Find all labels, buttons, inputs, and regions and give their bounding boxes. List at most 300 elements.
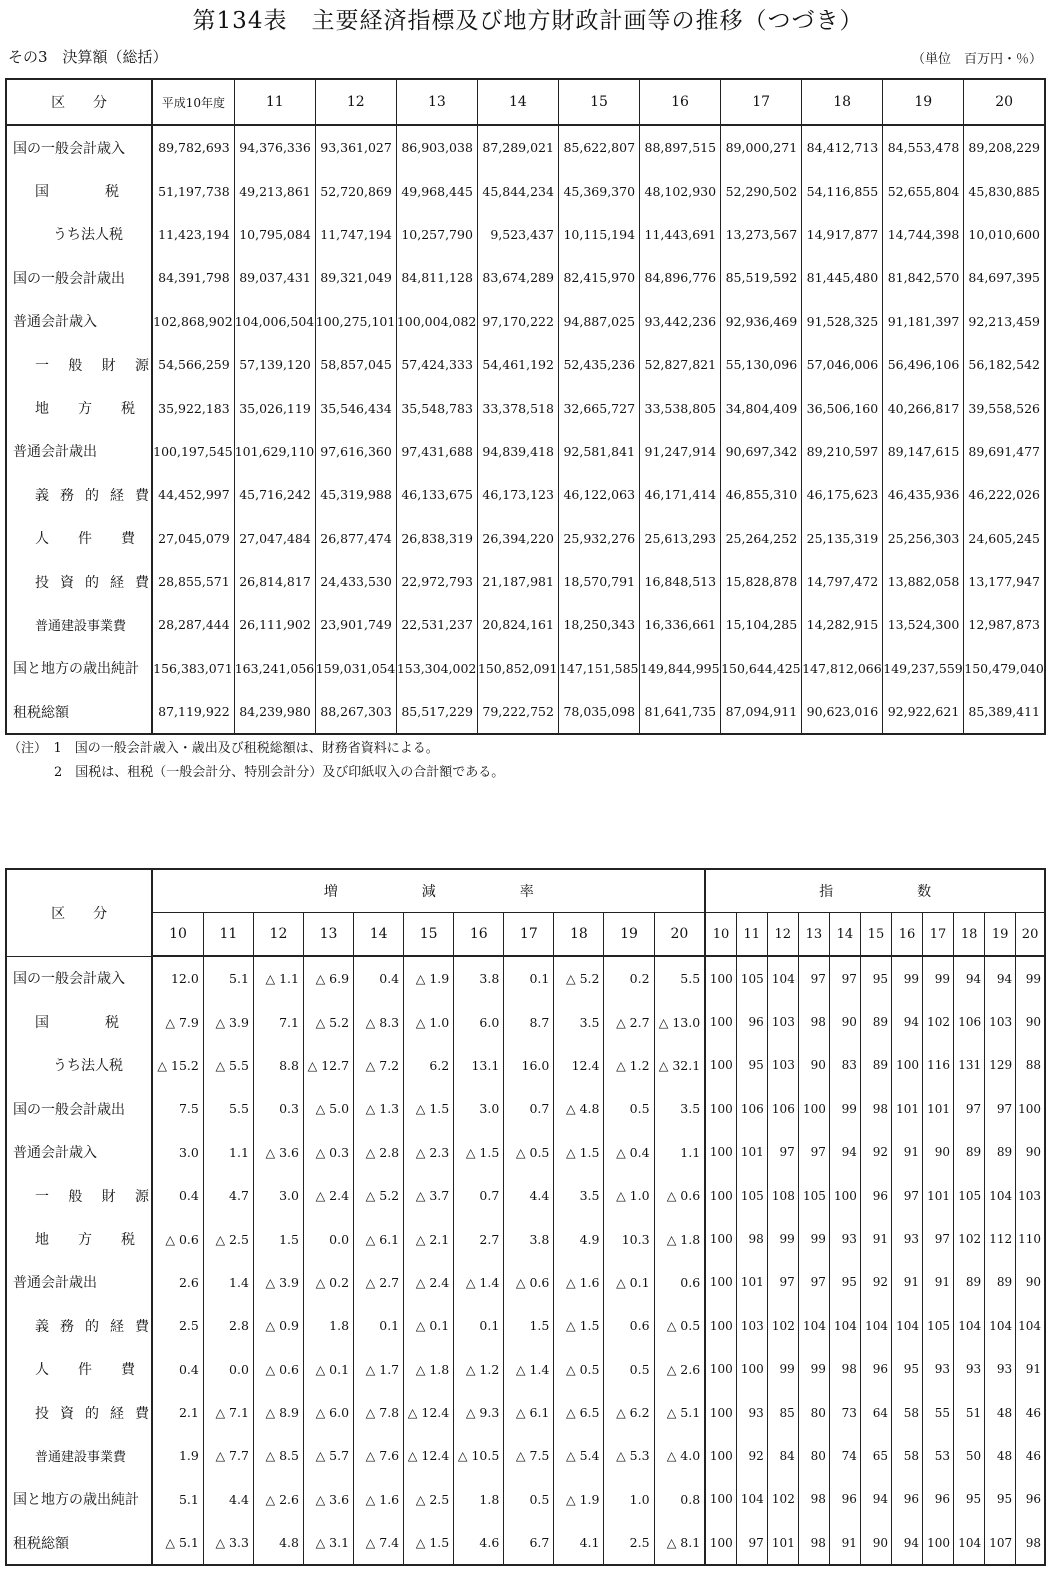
index-cell: 102 (767, 1304, 798, 1347)
value-cell: 84,553,478 (883, 125, 964, 169)
growth-rate-cell: 2.1 (152, 1391, 203, 1434)
growth-rate-cell: △ 5.4 (554, 1434, 604, 1477)
value-cell: 89,037,431 (234, 256, 315, 299)
growth-rate-cell: 5.5 (654, 956, 705, 1000)
growth-rate-cell: △ 7.6 (354, 1434, 404, 1477)
growth-year-header: 12 (253, 913, 303, 957)
index-year-header: 14 (829, 913, 860, 957)
value-cell: 20,824,161 (477, 603, 558, 646)
index-cell: 93 (954, 1348, 985, 1391)
index-cell: 97 (829, 956, 860, 1000)
growth-rate-cell: 1.1 (654, 1131, 705, 1174)
growth-rate-cell: 3.0 (152, 1131, 203, 1174)
value-cell: 84,697,395 (964, 256, 1045, 299)
index-cell: 89 (954, 1261, 985, 1304)
table-row (6, 213, 1045, 256)
index-cell: 98 (860, 1087, 891, 1130)
row-label (6, 473, 152, 516)
growth-rate-cell: △ 3.9 (203, 1000, 253, 1043)
table-row (6, 603, 1045, 646)
index-cell: 92 (860, 1131, 891, 1174)
value-cell: 46,435,936 (883, 473, 964, 516)
value-cell: 35,922,183 (152, 386, 234, 429)
value-cell: 46,122,063 (558, 473, 639, 516)
index-cell: 104 (985, 1304, 1016, 1347)
row-label-text: 投資的経費 (35, 574, 149, 591)
index-cell: 96 (860, 1348, 891, 1391)
value-cell: 85,517,229 (396, 690, 477, 734)
index-cell: 100 (705, 1521, 736, 1565)
index-cell: 103 (1016, 1174, 1045, 1217)
index-cell: 99 (923, 956, 954, 1000)
note-2: 2 国税は、租税（一般会計分、特別会計分）及び印紙収入の合計額である。 (54, 765, 505, 780)
value-cell: 91,247,914 (640, 430, 721, 473)
category-header: 区 分 (6, 869, 152, 956)
value-cell: 54,116,855 (802, 169, 883, 212)
unit-label: （単位 百万円・％） (911, 52, 1042, 67)
index-cell: 89 (860, 1044, 891, 1087)
index-cell: 93 (736, 1391, 767, 1434)
row-label (6, 213, 152, 256)
index-year-header: 18 (954, 913, 985, 957)
index-cell: 53 (923, 1434, 954, 1477)
index-cell: 46 (1016, 1434, 1045, 1477)
table-row (6, 125, 1045, 169)
value-cell: 104,006,504 (234, 300, 315, 343)
growth-rate-cell: 4.4 (203, 1478, 253, 1521)
value-cell: 83,674,289 (477, 256, 558, 299)
growth-rate-cell: △ 13.0 (654, 1000, 705, 1043)
value-cell: 28,855,571 (152, 560, 234, 603)
growth-rate-cell: △ 6.2 (604, 1391, 654, 1434)
year-header: 19 (883, 79, 964, 125)
index-cell: 97 (923, 1217, 954, 1260)
index-cell: 90 (1016, 1261, 1045, 1304)
index-cell: 95 (891, 1348, 922, 1391)
index-cell: 96 (829, 1478, 860, 1521)
growth-rate-cell: 6.7 (504, 1521, 554, 1565)
value-cell: 49,213,861 (234, 169, 315, 212)
value-cell: 10,257,790 (396, 213, 477, 256)
index-cell: 98 (798, 1000, 829, 1043)
growth-rate-cell: △ 1.5 (404, 1087, 454, 1130)
growth-rate-cell: △ 5.0 (303, 1087, 353, 1130)
value-cell: 46,171,414 (640, 473, 721, 516)
value-cell: 45,369,370 (558, 169, 639, 212)
value-cell: 149,237,559 (883, 647, 964, 690)
row-label-text: 投資的経費 (35, 1405, 149, 1422)
growth-rate-cell: 4.8 (253, 1521, 303, 1565)
value-cell: 46,222,026 (964, 473, 1045, 516)
index-cell: 97 (736, 1521, 767, 1565)
value-cell: 9,523,437 (477, 213, 558, 256)
growth-rate-cell: △ 7.4 (354, 1521, 404, 1565)
growth-rate-cell: 0.0 (303, 1217, 353, 1260)
index-cell: 129 (985, 1044, 1016, 1087)
growth-rate-cell: △ 0.6 (654, 1174, 705, 1217)
value-cell: 52,655,804 (883, 169, 964, 212)
year-header: 18 (802, 79, 883, 125)
index-cell: 116 (923, 1044, 954, 1087)
value-cell: 84,391,798 (152, 256, 234, 299)
table-header-row (6, 869, 1045, 913)
growth-rate-cell: 12.4 (554, 1044, 604, 1087)
value-cell: 25,135,319 (802, 517, 883, 560)
value-cell: 89,782,693 (152, 125, 234, 169)
index-cell: 46 (1016, 1391, 1045, 1434)
row-label-text: 義務的経費 (35, 487, 149, 504)
index-cell: 91 (829, 1521, 860, 1565)
index-cell: 100 (705, 1478, 736, 1521)
growth-rate-cell: △ 0.5 (554, 1348, 604, 1391)
value-cell: 94,376,336 (234, 125, 315, 169)
growth-rate-cell: △ 12.4 (404, 1391, 454, 1434)
index-cell: 100 (705, 1261, 736, 1304)
growth-rate-cell: 2.8 (203, 1304, 253, 1347)
value-cell: 44,452,997 (152, 473, 234, 516)
value-cell: 15,828,878 (721, 560, 802, 603)
value-cell: 85,622,807 (558, 125, 639, 169)
note-1: （注） 1 国の一般会計歳入・歳出及び租税総額は、財務省資料による。 (8, 741, 439, 756)
row-label (6, 1521, 152, 1565)
value-cell: 93,361,027 (315, 125, 396, 169)
year-header: 11 (234, 79, 315, 125)
table-row (6, 1131, 1045, 1174)
table-row (6, 343, 1045, 386)
value-cell: 58,857,045 (315, 343, 396, 386)
value-cell: 28,287,444 (152, 603, 234, 646)
index-cell: 48 (985, 1434, 1016, 1477)
growth-year-header: 20 (654, 913, 705, 957)
index-cell: 105 (954, 1174, 985, 1217)
growth-rate-cell: 7.1 (253, 1000, 303, 1043)
value-cell: 35,548,783 (396, 386, 477, 429)
growth-rate-cell: △ 5.3 (604, 1434, 654, 1477)
growth-rate-cell: 0.5 (504, 1478, 554, 1521)
value-cell: 56,496,106 (883, 343, 964, 386)
index-cell: 73 (829, 1391, 860, 1434)
growth-rate-cell: 2.7 (454, 1217, 504, 1260)
value-cell: 39,558,526 (964, 386, 1045, 429)
value-cell: 82,415,970 (558, 256, 639, 299)
value-cell: 46,173,123 (477, 473, 558, 516)
value-cell: 45,716,242 (234, 473, 315, 516)
index-cell: 89 (985, 1131, 1016, 1174)
value-cell: 27,045,079 (152, 517, 234, 560)
value-cell: 14,282,915 (802, 603, 883, 646)
index-cell: 100 (705, 1174, 736, 1217)
row-label (6, 560, 152, 603)
growth-rate-cell: △ 1.6 (554, 1261, 604, 1304)
value-cell: 89,321,049 (315, 256, 396, 299)
row-label-text: 国 税 (35, 1015, 119, 1032)
value-cell: 88,267,303 (315, 690, 396, 734)
index-cell: 96 (923, 1478, 954, 1521)
index-cell: 90 (1016, 1000, 1045, 1043)
growth-rate-cell: △ 7.5 (504, 1434, 554, 1477)
value-cell: 46,175,623 (802, 473, 883, 516)
growth-rate-cell: 3.5 (554, 1174, 604, 1217)
index-cell: 91 (1016, 1348, 1045, 1391)
index-year-header: 16 (891, 913, 922, 957)
growth-rate-cell: △ 0.5 (504, 1131, 554, 1174)
table-row (6, 1000, 1045, 1043)
growth-rate-cell: 1.1 (203, 1131, 253, 1174)
value-cell: 159,031,054 (315, 647, 396, 690)
growth-rate-cell: 4.1 (554, 1521, 604, 1565)
growth-rate-cell: △ 3.6 (303, 1478, 353, 1521)
growth-rate-cell: △ 0.9 (253, 1304, 303, 1347)
index-cell: 102 (954, 1217, 985, 1260)
row-label-text: 地方税 (35, 401, 135, 418)
table-row (6, 169, 1045, 212)
table-row (6, 1261, 1045, 1304)
value-cell: 27,047,484 (234, 517, 315, 560)
growth-rate-cell: 1.5 (504, 1304, 554, 1347)
index-cell: 91 (860, 1217, 891, 1260)
row-label (6, 169, 152, 212)
value-cell: 14,917,877 (802, 213, 883, 256)
growth-rate-cell: △ 8.9 (253, 1391, 303, 1434)
index-cell: 99 (829, 1087, 860, 1130)
index-cell: 85 (767, 1391, 798, 1434)
index-year-header: 12 (767, 913, 798, 957)
value-cell: 51,197,738 (152, 169, 234, 212)
value-cell: 46,133,675 (396, 473, 477, 516)
index-cell: 106 (767, 1087, 798, 1130)
growth-rate-cell: △ 1.6 (354, 1478, 404, 1521)
growth-rate-cell: 0.3 (253, 1087, 303, 1130)
index-cell: 106 (954, 1000, 985, 1043)
row-label-text: 普通会計歳出 (13, 1275, 97, 1292)
growth-rate-cell: △ 0.2 (303, 1261, 353, 1304)
value-cell: 94,887,025 (558, 300, 639, 343)
index-cell: 110 (1016, 1217, 1045, 1260)
index-cell: 95 (860, 956, 891, 1000)
value-cell: 57,424,333 (396, 343, 477, 386)
value-cell: 150,479,040 (964, 647, 1045, 690)
value-cell: 102,868,902 (152, 300, 234, 343)
growth-rate-cell: 4.9 (554, 1217, 604, 1260)
row-label (6, 386, 152, 429)
row-label (6, 343, 152, 386)
value-cell: 92,936,469 (721, 300, 802, 343)
value-cell: 25,613,293 (640, 517, 721, 560)
growth-rate-cell: △ 1.1 (253, 956, 303, 1000)
growth-rate-cell: 0.2 (604, 956, 654, 1000)
index-cell: 104 (891, 1304, 922, 1347)
growth-rate-cell: △ 2.4 (404, 1261, 454, 1304)
index-cell: 104 (736, 1478, 767, 1521)
row-label (6, 1044, 152, 1087)
value-cell: 26,877,474 (315, 517, 396, 560)
index-cell: 97 (767, 1131, 798, 1174)
year-header: 13 (396, 79, 477, 125)
value-cell: 85,389,411 (964, 690, 1045, 734)
index-cell: 51 (954, 1391, 985, 1434)
value-cell: 26,814,817 (234, 560, 315, 603)
growth-rate-cell: 16.0 (504, 1044, 554, 1087)
index-cell: 101 (923, 1087, 954, 1130)
index-cell: 91 (891, 1131, 922, 1174)
growth-rate-cell: 0.1 (454, 1304, 504, 1347)
index-cell: 104 (860, 1304, 891, 1347)
index-cell: 89 (860, 1000, 891, 1043)
growth-rate-cell: △ 12.4 (404, 1434, 454, 1477)
index-cell: 100 (829, 1174, 860, 1217)
value-cell: 25,264,252 (721, 517, 802, 560)
value-cell: 24,605,245 (964, 517, 1045, 560)
row-label-text: 国と地方の歳出純計 (13, 661, 139, 678)
row-label-text: 普通会計歳入 (13, 1145, 97, 1162)
row-label (6, 690, 152, 734)
growth-rate-cell: △ 2.4 (303, 1174, 353, 1217)
index-cell: 83 (829, 1044, 860, 1087)
index-cell: 108 (767, 1174, 798, 1217)
growth-rate-cell: △ 0.5 (654, 1304, 705, 1347)
table-row (6, 1217, 1045, 1260)
growth-rate-cell: 7.5 (152, 1087, 203, 1130)
index-cell: 99 (767, 1217, 798, 1260)
row-label-text: 国と地方の歳出純計 (13, 1492, 139, 1509)
value-cell: 84,811,128 (396, 256, 477, 299)
row-label (6, 1434, 152, 1477)
growth-rate-cell: △ 6.1 (504, 1391, 554, 1434)
growth-rate-cell: △ 0.1 (404, 1304, 454, 1347)
growth-rate-cell: △ 12.7 (303, 1044, 353, 1087)
table-row (6, 1434, 1045, 1477)
index-header: 指 数 (705, 869, 1045, 913)
growth-rate-cell: △ 6.5 (554, 1391, 604, 1434)
value-cell: 33,538,805 (640, 386, 721, 429)
growth-rate-cell: △ 3.7 (404, 1174, 454, 1217)
index-cell: 96 (860, 1174, 891, 1217)
table-row (6, 1521, 1045, 1565)
value-cell: 149,844,995 (640, 647, 721, 690)
index-cell: 100 (705, 956, 736, 1000)
growth-rate-index-table (5, 868, 1046, 1566)
row-label-text: 普通建設事業費 (35, 1450, 127, 1466)
index-cell: 100 (705, 1434, 736, 1477)
value-cell: 48,102,930 (640, 169, 721, 212)
value-cell: 45,319,988 (315, 473, 396, 516)
growth-rate-cell: 2.5 (152, 1304, 203, 1347)
growth-rate-cell: 6.2 (404, 1044, 454, 1087)
table-row (6, 560, 1045, 603)
row-label (6, 1000, 152, 1043)
index-cell: 102 (767, 1478, 798, 1521)
index-cell: 99 (798, 1348, 829, 1391)
year-header: 16 (640, 79, 721, 125)
growth-rate-cell: △ 1.8 (654, 1217, 705, 1260)
value-cell: 101,629,110 (234, 430, 315, 473)
table-row (6, 386, 1045, 429)
index-cell: 100 (736, 1348, 767, 1391)
row-label (6, 1478, 152, 1521)
index-cell: 100 (1016, 1087, 1045, 1130)
index-cell: 89 (985, 1261, 1016, 1304)
index-year-header: 15 (860, 913, 891, 957)
index-cell: 91 (891, 1261, 922, 1304)
value-cell: 87,119,922 (152, 690, 234, 734)
table-row (6, 473, 1045, 516)
year-header: 平成10年度 (152, 79, 234, 125)
index-cell: 105 (923, 1304, 954, 1347)
row-label (6, 125, 152, 169)
growth-rate-cell: △ 10.5 (454, 1434, 504, 1477)
growth-year-header: 18 (554, 913, 604, 957)
table-row (6, 256, 1045, 299)
growth-rate-cell: 1.8 (303, 1304, 353, 1347)
year-header-row (6, 913, 1045, 957)
value-cell: 13,177,947 (964, 560, 1045, 603)
index-cell: 94 (985, 956, 1016, 1000)
growth-rate-cell: △ 6.9 (303, 956, 353, 1000)
index-cell: 97 (891, 1174, 922, 1217)
value-cell: 34,804,409 (721, 386, 802, 429)
growth-year-header: 15 (404, 913, 454, 957)
row-label (6, 517, 152, 560)
value-cell: 150,644,425 (721, 647, 802, 690)
growth-rate-cell: 1.5 (253, 1217, 303, 1260)
row-label-text: 租税総額 (13, 704, 69, 721)
growth-rate-cell: △ 2.6 (253, 1478, 303, 1521)
value-cell: 26,838,319 (396, 517, 477, 560)
value-cell: 92,922,621 (883, 690, 964, 734)
table-row (6, 1478, 1045, 1521)
value-cell: 13,273,567 (721, 213, 802, 256)
growth-rate-cell: △ 7.9 (152, 1000, 203, 1043)
row-label (6, 430, 152, 473)
row-label-text: 義務的経費 (35, 1318, 149, 1335)
row-label-text: 人件費 (35, 1362, 135, 1379)
value-cell: 16,848,513 (640, 560, 721, 603)
row-label-text: 国の一般会計歳入 (13, 140, 125, 157)
index-cell: 94 (829, 1131, 860, 1174)
value-cell: 23,901,749 (315, 603, 396, 646)
index-cell: 103 (985, 1000, 1016, 1043)
index-cell: 95 (736, 1044, 767, 1087)
row-label-text: 普通会計歳出 (13, 444, 97, 461)
growth-rate-cell: △ 5.2 (554, 956, 604, 1000)
index-cell: 102 (923, 1000, 954, 1043)
index-cell: 100 (705, 1044, 736, 1087)
index-cell: 105 (798, 1174, 829, 1217)
growth-rate-cell: 3.5 (554, 1000, 604, 1043)
index-cell: 101 (923, 1174, 954, 1217)
growth-rate-cell: △ 2.1 (404, 1217, 454, 1260)
index-cell: 98 (798, 1478, 829, 1521)
growth-rate-cell: 1.0 (604, 1478, 654, 1521)
growth-rate-cell: △ 7.2 (354, 1044, 404, 1087)
index-cell: 97 (798, 956, 829, 1000)
growth-rate-cell: 2.5 (604, 1521, 654, 1565)
index-cell: 131 (954, 1044, 985, 1087)
index-cell: 98 (829, 1348, 860, 1391)
year-header: 17 (721, 79, 802, 125)
year-header: 20 (964, 79, 1045, 125)
index-cell: 104 (767, 956, 798, 1000)
value-cell: 84,896,776 (640, 256, 721, 299)
row-label (6, 1348, 152, 1391)
value-cell: 85,519,592 (721, 256, 802, 299)
value-cell: 89,208,229 (964, 125, 1045, 169)
value-cell: 90,697,342 (721, 430, 802, 473)
row-label-text: 一般財源 (35, 1188, 149, 1205)
growth-rate-cell: 0.0 (203, 1348, 253, 1391)
growth-rate-cell: △ 3.9 (253, 1261, 303, 1304)
value-cell: 18,250,343 (558, 603, 639, 646)
